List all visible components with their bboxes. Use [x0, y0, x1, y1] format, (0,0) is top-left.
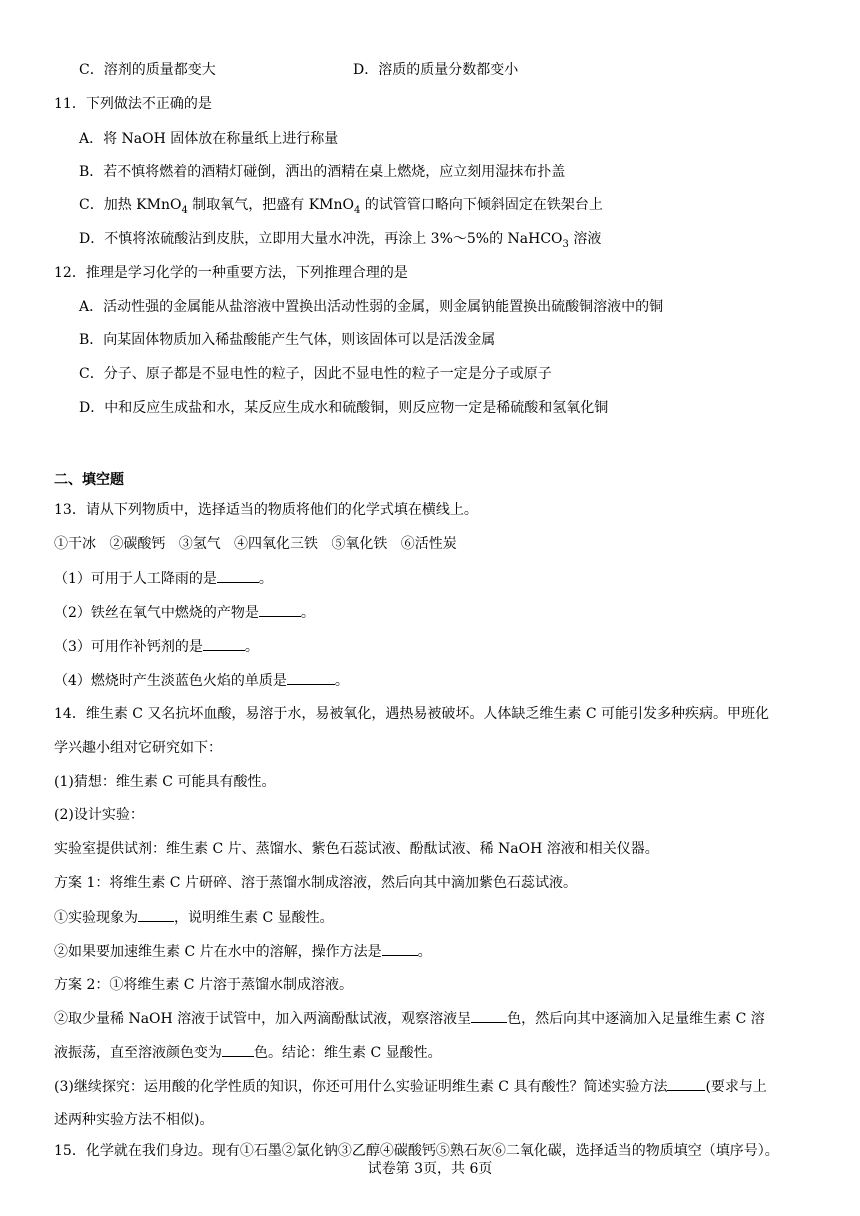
answer-blank[interactable] — [287, 670, 335, 685]
option-12c: C．分子、原子都是不显电性的粒子，因此不显电性的粒子一定是分子或原子 — [79, 366, 552, 382]
page-footer: 试卷第 3页，共 6页 — [367, 1161, 493, 1177]
question-14-explore: (3)继续探究：运用酸的化学性质的知识，你还可用什么实验证明维生素 C 具有酸性？简述实验方法 (要求与上 — [54, 1076, 767, 1097]
question-13-part1: （1）可用于人工降雨的是 。 — [54, 568, 273, 589]
option-10c: C．溶剂的质量都变大 — [79, 62, 216, 78]
question-15-line1: 15．化学就在我们身边。现有①石墨②氯化钠③乙醇④碳酸钙⑤熟石灰⑥二氧化碳，选择适当的物质填空（填序号）。 — [54, 1143, 779, 1159]
question-14-reagents: 实验室提供试剂：维生素 C 片、蒸馏水、紫色石蕊试液、酚酞试液、稀 NaOH 溶液和相关仪器。 — [54, 841, 659, 857]
question-14-plan2-2: ②取少量稀 NaOH 溶液于试管中，加入两滴酚酞试液，观察溶液呈 色，然后向其中逐滴加入足量维生素 C 溶 — [54, 1008, 765, 1029]
answer-blank[interactable] — [138, 907, 174, 922]
question-14-line2: 学兴趣小组对它研究如下： — [54, 740, 222, 756]
option-11a: A．将 NaOH 固体放在称量纸上进行称量 — [79, 131, 339, 147]
section-heading: 二、填空题 — [54, 472, 124, 488]
question-14-plan1: 方案 1：将维生素 C 片研碎、溶于蒸馏水制成溶液，然后向其中滴加紫色石蕊试液。 — [54, 875, 577, 891]
question-13-part4: （4）燃烧时产生淡蓝色火焰的单质是 。 — [54, 670, 349, 691]
option-12b: B．向某固体物质加入稀盐酸能产生气体，则该固体可以是活泼金属 — [79, 332, 496, 348]
option-11c: C．加热 KMnO$_4$ 制取氧气，把盛有 KMnO$_4$ 的试管管口略向下倾斜固定在铁架台上 — [79, 197, 603, 216]
question-12-stem: 12．推理是学习化学的一种重要方法，下列推理合理的是 — [54, 265, 408, 281]
question-14-plan1-2: ②如果要加速维生素 C 片在水中的溶解，操作方法是 。 — [54, 941, 432, 962]
answer-blank[interactable] — [667, 1076, 705, 1091]
question-14-plan1-1: ①实验现象为 ，说明维生素 C 显酸性。 — [54, 907, 334, 928]
option-11b: B．若不慎将燃着的酒精灯碰倒，洒出的酒精在桌上燃烧，应立刻用湿抹布扑盖 — [79, 164, 566, 180]
question-14-plan2-3: 液振荡，直至溶液颜色变为 色。结论：维生素 C 显酸性。 — [54, 1042, 442, 1063]
question-14-explore-2: 述两种实验方法不相似)。 — [54, 1112, 214, 1128]
option-12d: D．中和反应生成盐和水，某反应生成水和硫酸铜，则反应物一定是稀硫酸和氢氧化铜 — [79, 400, 609, 416]
question-13-part3: （3）可用作补钙剂的是 。 — [54, 636, 259, 657]
answer-blank[interactable] — [471, 1008, 507, 1023]
answer-blank[interactable] — [382, 941, 418, 956]
question-14-plan2: 方案 2：①将维生素 C 片溶于蒸馏水制成溶液。 — [54, 977, 353, 993]
question-14-line1: 14．维生素 C 又名抗坏血酸，易溶于水，易被氧化，遇热易被破坏。人体缺乏维生素 C 可能引发多种疾病。甲班化 — [54, 706, 770, 722]
question-13-part2: （2）铁丝在氧气中燃烧的产物是 。 — [54, 602, 315, 623]
answer-blank[interactable] — [222, 1042, 254, 1057]
question-14-design: (2)设计实验： — [54, 807, 144, 823]
answer-blank[interactable] — [217, 568, 259, 583]
option-10d: D．溶质的质量分数都变小 — [353, 62, 519, 78]
option-12a: A．活动性强的金属能从盐溶液中置换出活动性弱的金属，则金属钠能置换出硫酸铜溶液中的铜 — [79, 299, 664, 315]
question-13-stem: 13．请从下列物质中，选择适当的物质将他们的化学式填在横线上。 — [54, 502, 478, 518]
question-13-items: ①干冰 ②碳酸钙 ③氢气 ④四氧化三铁 ⑤氧化铁 ⑥活性炭 — [54, 536, 457, 552]
question-14-guess: (1)猜想：维生素 C 可能具有酸性。 — [54, 774, 276, 790]
option-11d: D．不慎将浓硫酸沾到皮肤，立即用大量水冲洗，再涂上 3%～5%的 NaHCO$_3$ 溶液 — [79, 231, 602, 250]
answer-blank[interactable] — [203, 636, 245, 651]
question-11-stem: 11．下列做法不正确的是 — [54, 96, 212, 112]
answer-blank[interactable] — [259, 602, 301, 617]
